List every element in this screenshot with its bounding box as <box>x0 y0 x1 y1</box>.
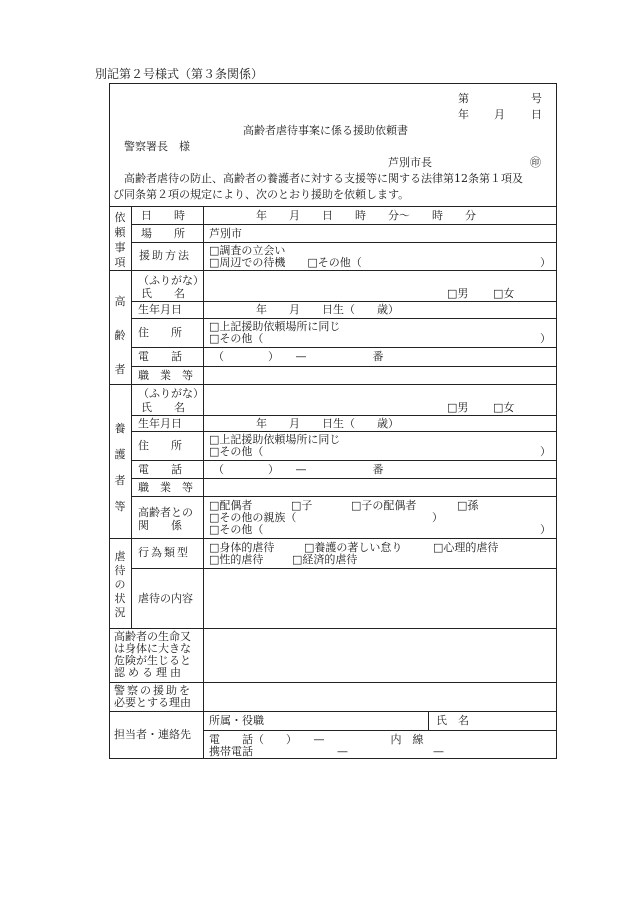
seal-mark: ㊞ <box>530 156 541 169</box>
elder-name-label: 氏 名 <box>141 287 185 300</box>
method-option-standby-other[interactable]: □周辺での待機 □その他（ <box>209 256 362 269</box>
elder-birth-value: 年 月 日生（ 歳） <box>256 303 399 316</box>
abuse-group-label: 虐待の状況 <box>114 550 126 619</box>
relation-other-relatives[interactable]: □その他の親族（ <box>209 511 297 524</box>
contact-label: 担当者・連絡先 <box>114 728 191 741</box>
contact-name-label: 氏 名 <box>436 714 469 727</box>
name-cell-line <box>428 711 429 730</box>
sender: 芦別市長 <box>388 156 432 169</box>
danger-reason-line4: 認める理由 <box>114 666 184 679</box>
table-top-line <box>109 206 557 207</box>
elder-male-checkbox[interactable]: □男 <box>447 287 469 300</box>
elder-address-label: 住 所 <box>138 326 182 339</box>
row-line <box>131 224 557 225</box>
method-option-survey[interactable]: □調査の立会い <box>209 244 286 257</box>
abuse-type-physical[interactable]: □身体的虐待 <box>209 541 275 554</box>
group-column-line <box>131 206 132 628</box>
date-day: 日 <box>531 108 542 121</box>
danger-reason-line1: 高齢者の生命又 <box>114 630 191 643</box>
row-line <box>131 478 557 479</box>
section-line <box>109 384 557 385</box>
abuse-type-neglect[interactable]: □養護の著しい怠り <box>304 541 403 554</box>
relation-spouse[interactable]: □配偶者 <box>209 499 253 512</box>
caregiver-address-same[interactable]: □上記援助依頼場所に同じ <box>209 433 341 446</box>
caregiver-female-checkbox[interactable]: □女 <box>493 401 515 414</box>
datetime-label: 日 時 <box>141 209 185 222</box>
row-line <box>131 431 557 432</box>
caregiver-kana-label: （ふりがな） <box>138 387 204 400</box>
section-line <box>109 628 557 629</box>
place-label: 場 所 <box>141 227 185 240</box>
relation-other[interactable]: □その他（ <box>209 523 264 536</box>
abuse-type-label: 行為類型 <box>138 546 190 559</box>
row-line <box>131 318 557 319</box>
form-title: 高齢者虐待事案に係る援助依頼書 <box>243 124 408 137</box>
section-line <box>109 711 557 712</box>
request-group-label: 依頼事項 <box>114 211 126 269</box>
number-go: 号 <box>531 92 542 105</box>
relation-label-line1: 高齢者との <box>138 506 193 519</box>
body-text-line1: 高齢者虐待の防止、高齢者の養護者に対する支援等に関する法律第12条第１項及 <box>124 172 523 185</box>
caregiver-address-other[interactable]: □その他（ <box>209 445 264 458</box>
caregiver-birth-value: 年 月 日生（ 歳） <box>256 417 399 430</box>
row-line <box>131 568 557 569</box>
contact-mobile-dash1: — <box>337 745 348 758</box>
row-line <box>131 496 557 497</box>
section-line <box>109 270 557 271</box>
elder-kana-label: （ふりがな） <box>138 274 204 287</box>
caregiver-group-label: 養護者等 <box>114 422 126 513</box>
abuse-type-economic[interactable]: □経済的虐待 <box>292 553 358 566</box>
caregiver-birth-label: 生年月日 <box>138 417 182 430</box>
row-line <box>203 730 557 731</box>
number-dai: 第 <box>458 92 469 105</box>
abuse-type-psychological[interactable]: □心理的虐待 <box>433 541 499 554</box>
date-month: 月 <box>494 108 505 121</box>
police-reason-line1: 警察の援助を <box>114 684 192 697</box>
caregiver-phone-value: （ ） — 番 <box>213 463 384 476</box>
contact-mobile-label: 携帯電話 <box>209 745 253 758</box>
caregiver-name-label: 氏 名 <box>141 401 185 414</box>
relation-child-spouse[interactable]: □子の配偶者 <box>351 499 417 512</box>
row-line <box>131 347 557 348</box>
elder-job-label: 職 業 等 <box>138 369 193 382</box>
section-line <box>109 538 557 539</box>
contact-mobile-dash2: — <box>433 745 444 758</box>
elder-address-same[interactable]: □上記援助依頼場所に同じ <box>209 320 341 333</box>
relation-other-relatives-close: ） <box>432 511 443 524</box>
method-close-paren: ） <box>540 256 551 269</box>
elder-group-label: 高齢者 <box>114 295 126 376</box>
row-line <box>131 301 557 302</box>
contact-dept-label: 所属・役職 <box>209 714 264 727</box>
section-line <box>109 682 557 683</box>
form-id-caption: 別記第２号様式（第３条関係） <box>95 67 264 81</box>
elder-address-close: ） <box>540 332 551 345</box>
place-value: 芦別市 <box>209 227 242 240</box>
elder-phone-label: 電 話 <box>138 350 182 363</box>
label-column-line <box>203 206 204 759</box>
row-line <box>131 460 557 461</box>
contact-tel-line: 電 話（ ） — 内 線 <box>209 733 424 746</box>
abuse-content-label: 虐待の内容 <box>138 592 193 605</box>
elder-birth-label: 生年月日 <box>138 303 182 316</box>
relation-label-line2: 関 係 <box>138 519 182 532</box>
date-year: 年 <box>458 108 469 121</box>
caregiver-phone-label: 電 話 <box>138 463 182 476</box>
relation-grandchild[interactable]: □孫 <box>457 499 479 512</box>
row-line <box>131 366 557 367</box>
caregiver-male-checkbox[interactable]: □男 <box>447 401 469 414</box>
caregiver-job-label: 職 業 等 <box>138 481 193 494</box>
caregiver-address-label: 住 所 <box>138 439 182 452</box>
elder-phone-value: （ ） — 番 <box>213 350 384 363</box>
elder-female-checkbox[interactable]: □女 <box>493 287 515 300</box>
addressee: 警察署長 様 <box>124 140 190 153</box>
elder-address-other[interactable]: □その他（ <box>209 332 264 345</box>
relation-child[interactable]: □子 <box>291 499 313 512</box>
row-line <box>131 415 557 416</box>
relation-other-close: ） <box>540 523 551 536</box>
danger-reason-line3: 危険が生じると <box>114 654 191 667</box>
abuse-type-sexual[interactable]: □性的虐待 <box>209 553 264 566</box>
police-reason-line2: 必要とする理由 <box>114 696 191 709</box>
datetime-value: 年 月 日 時 分～ 時 分 <box>256 209 476 222</box>
method-label: 援助方法 <box>139 249 191 262</box>
danger-reason-line2: は身体に大きな <box>114 642 191 655</box>
caregiver-address-close: ） <box>540 445 551 458</box>
row-line <box>131 242 557 243</box>
body-text-line2: び同条第２項の規定により、次のとおり援助を依頼します。 <box>113 188 410 201</box>
